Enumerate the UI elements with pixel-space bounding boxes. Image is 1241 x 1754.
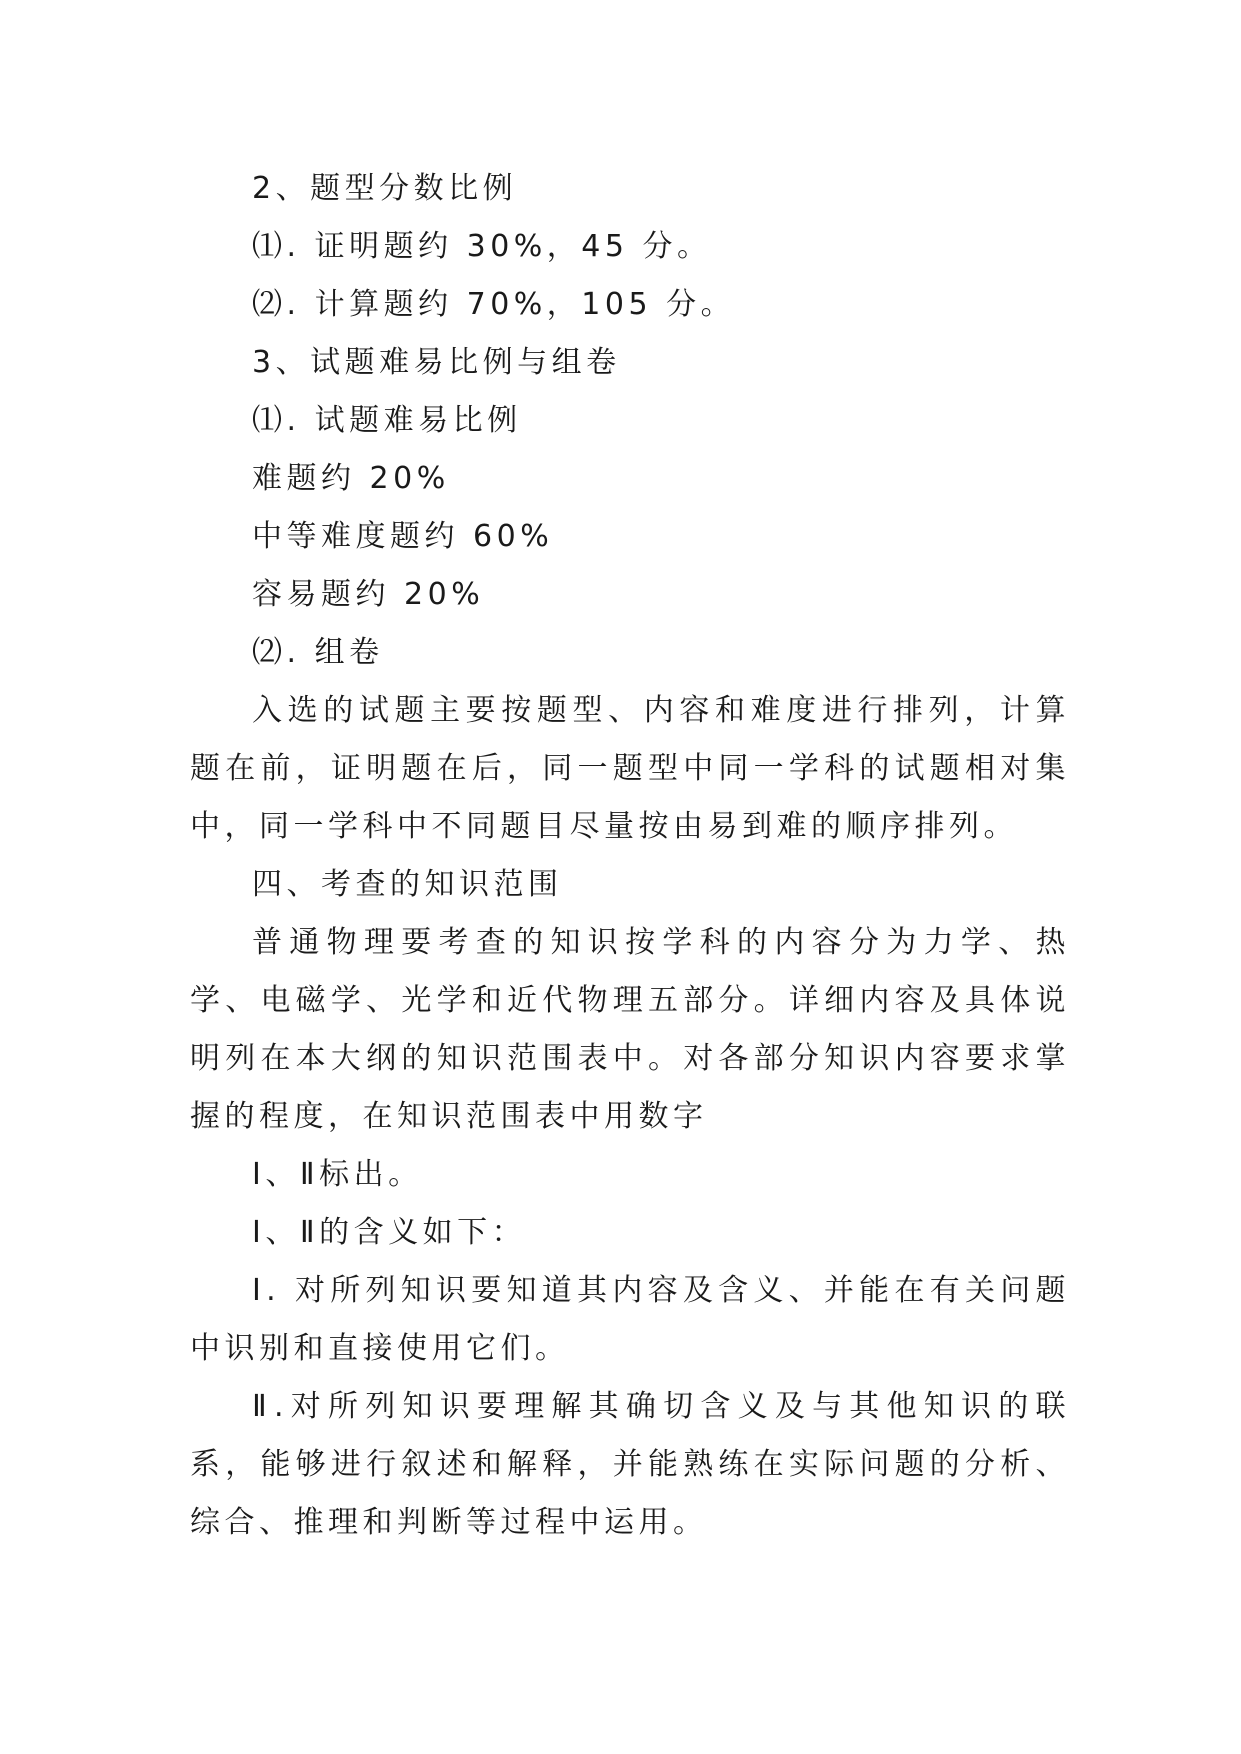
difficulty-medium: 中等难度题约 60% [252, 519, 554, 554]
difficulty-easy: 容易题约 20% [252, 577, 485, 612]
line-level-marks: Ⅰ、Ⅱ标出。 [252, 1157, 423, 1192]
paragraph-level-two: Ⅱ.对所列知识要理解其确切含义及与其他知识的联系，能够进行叙述和解释，并能熟练在实际问题的分析、综合、推理和判断等过程中运用。 [190, 1389, 1070, 1540]
document-body [190, 160, 1070, 1552]
list-item-proof-questions: ⑴. 证明题约 30%，45 分。 [252, 229, 712, 264]
list-item-difficulty-ratio: ⑴. 试题难易比例 [252, 403, 522, 438]
paragraph-level-one: Ⅰ. 对所列知识要知道其内容及含义、并能在有关问题中识别和直接使用它们。 [190, 1273, 1070, 1366]
list-item-paper-assembly: ⑵. 组卷 [252, 635, 384, 670]
difficulty-hard: 难题约 20% [252, 461, 450, 496]
paragraph-knowledge-scope: 普通物理要考查的知识按学科的内容分为力学、热学、电磁学、光学和近代物理五部分。详细内容及具体说明列在本大纲的知识范围表中。对各部分知识内容要求掌握的程度，在知识范围表中用数字 [190, 925, 1070, 1134]
list-item-calculation-questions: ⑵. 计算题约 70%，105 分。 [252, 287, 736, 322]
paragraph-arrangement: 入选的试题主要按题型、内容和难度进行排列，计算题在前，证明题在后，同一题型中同一学科的试题相对集中，同一学科中不同题目尽量按由易到难的顺序排列。 [190, 693, 1070, 844]
section-heading-difficulty-ratio: 3、试题难易比例与组卷 [252, 345, 621, 380]
section-heading-question-type-ratio: 2、题型分数比例 [252, 171, 518, 206]
line-level-meaning: Ⅰ、Ⅱ的含义如下： [252, 1215, 527, 1250]
section-heading-knowledge-scope: 四、考查的知识范围 [252, 867, 563, 902]
